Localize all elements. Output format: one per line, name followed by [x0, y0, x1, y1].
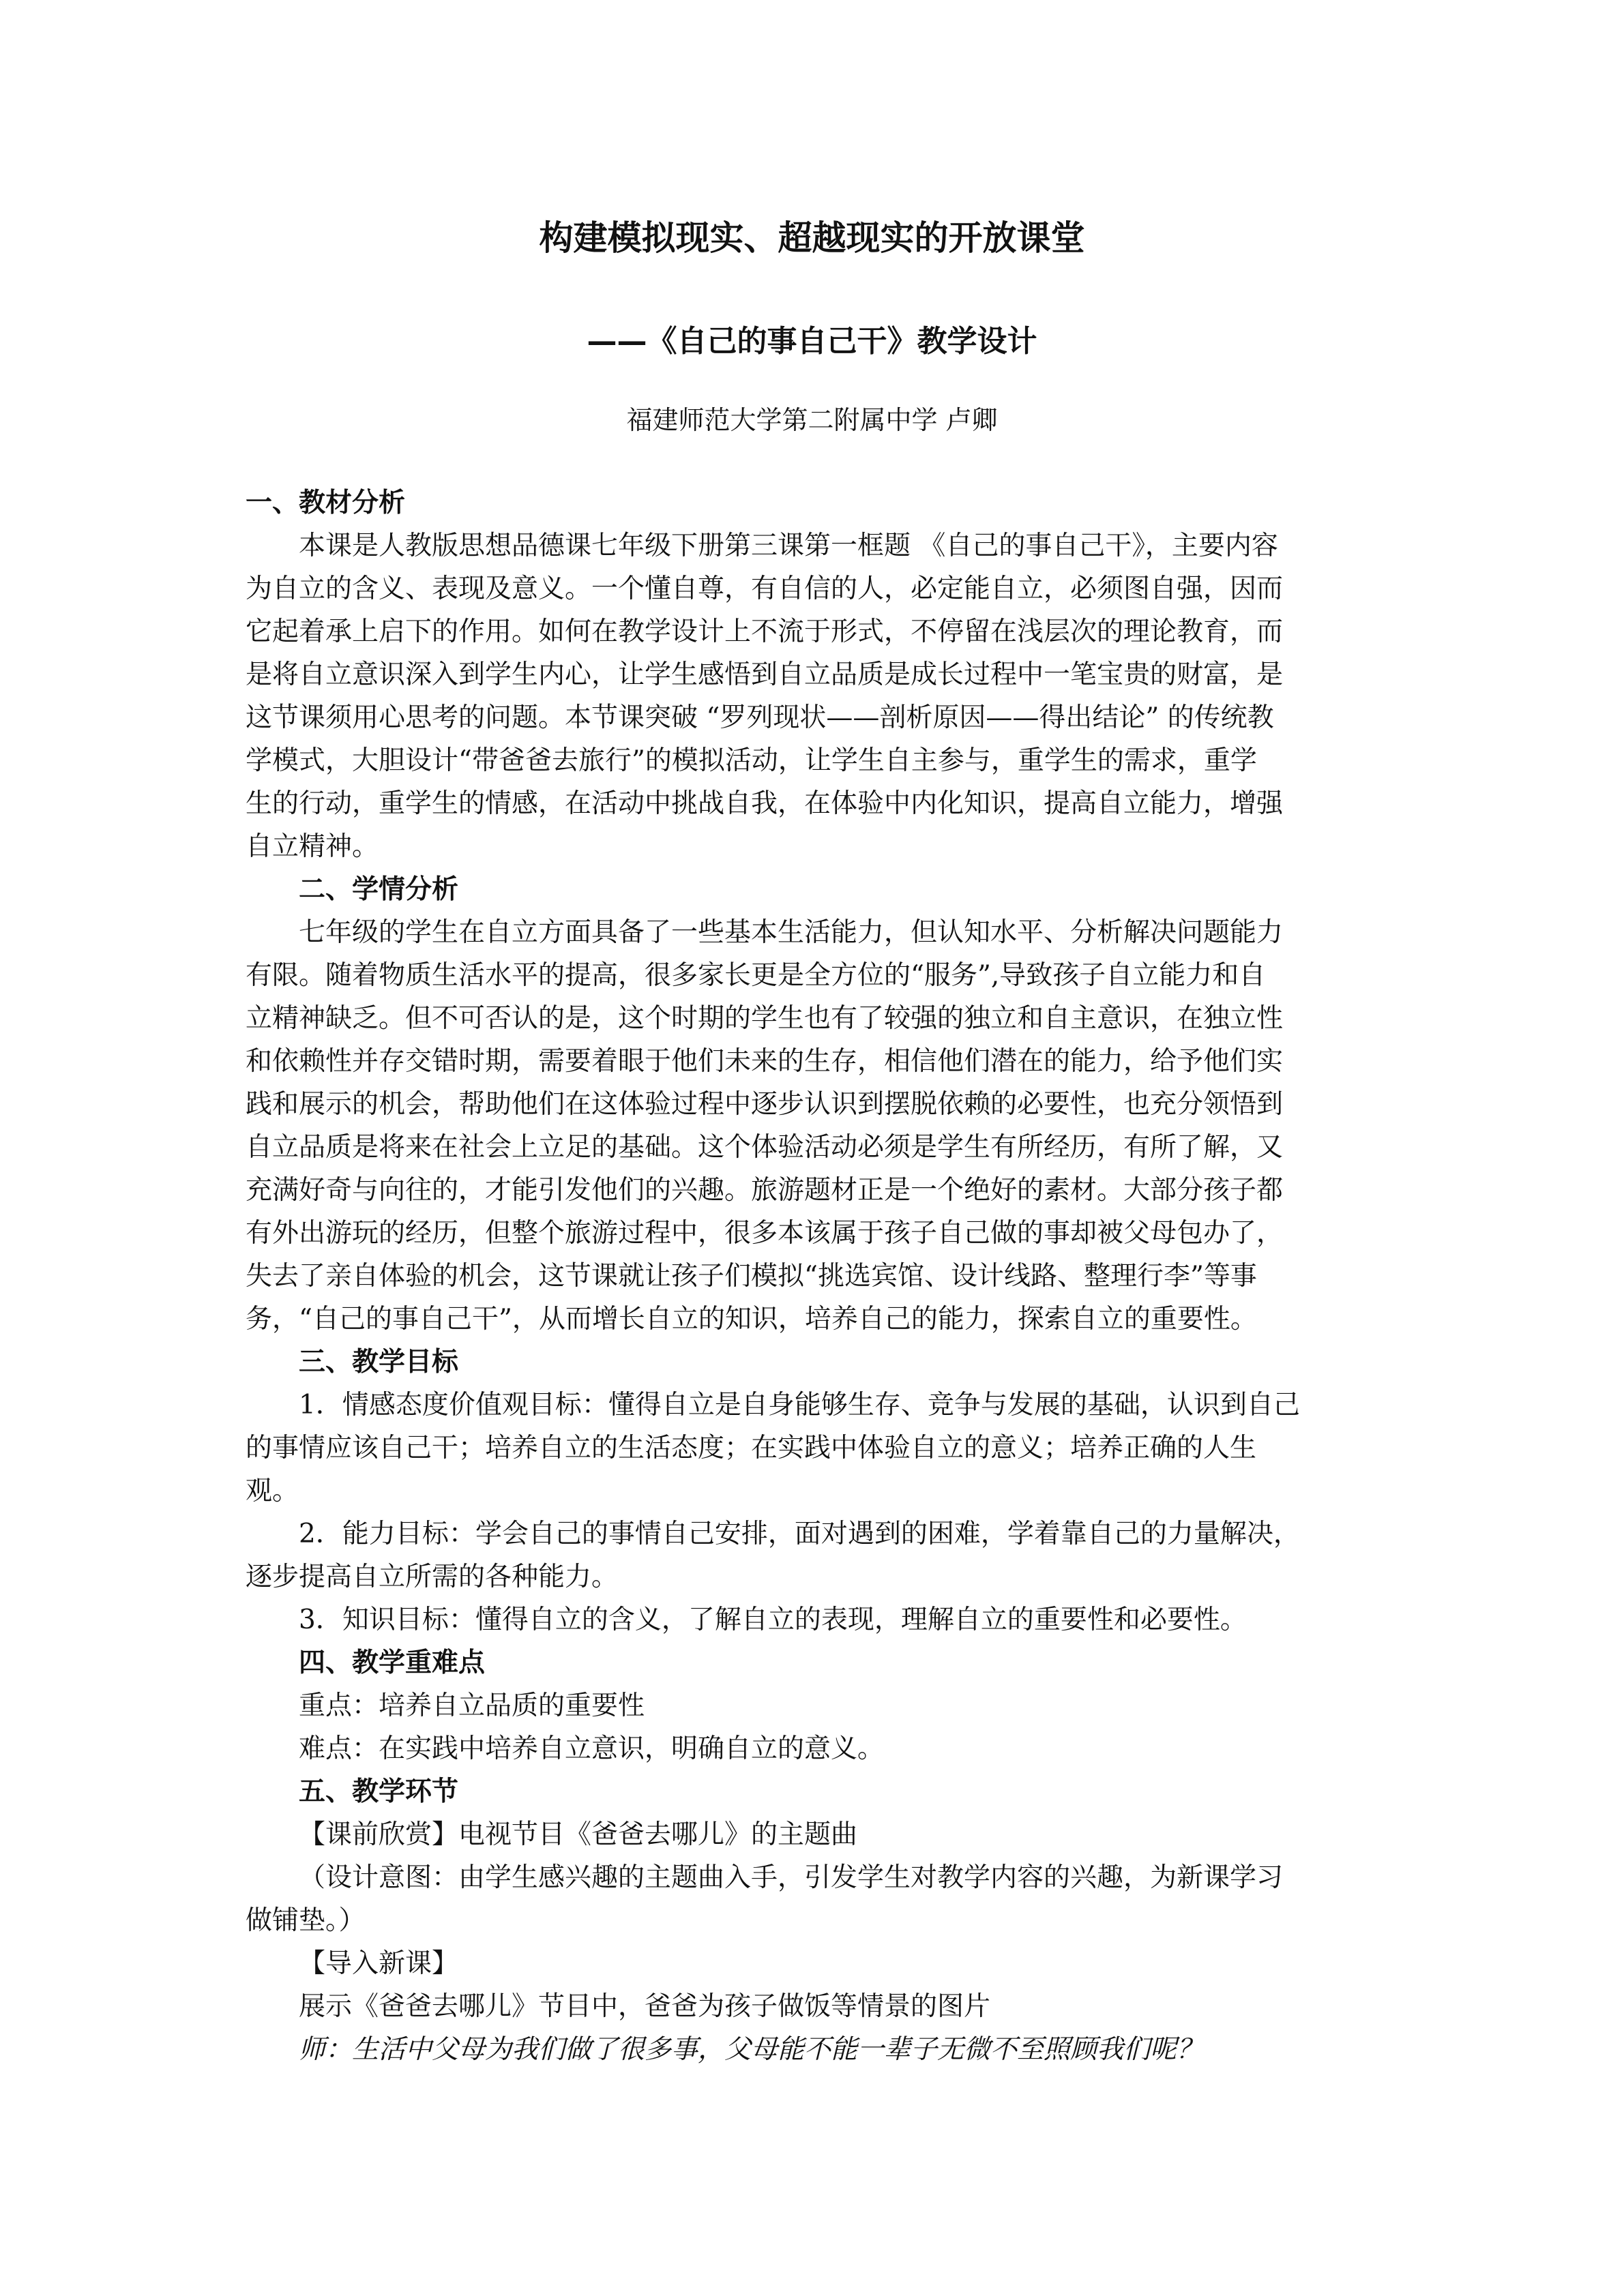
document-body — [246, 481, 1378, 2071]
section-heading-1: 一、教材分析 — [246, 488, 406, 518]
paragraph-line: 失去了亲自体验的机会，这节课就让孩子们模拟“挑选宾馆、设计线路、整理行李”等事 — [246, 1261, 1257, 1292]
paragraph-line: 七年级的学生在自立方面具备了一些基本生活能力，但认知水平、分析解决问题能力 — [299, 917, 1284, 948]
paragraph-line: 难点：在实践中培养自立意识，明确自立的意义。 — [299, 1733, 885, 1764]
paragraph-line: （设计意图：由学生感兴趣的主题曲入手，引发学生对教学内容的兴趣，为新课学习 — [299, 1862, 1284, 1893]
paragraph-line: 它起着承上启下的作用。如何在教学设计上不流于形式，不停留在浅层次的理论教育，而 — [246, 616, 1284, 647]
section-heading-4: 四、教学重难点 — [299, 1648, 486, 1678]
author-line: 福建师范大学第二附属中学 卢卿 — [626, 405, 998, 435]
paragraph-line: 1．情感态度价值观目标：懂得自立是自身能够生存、竞争与发展的基础，认识到自己 — [299, 1390, 1300, 1420]
section-heading-3: 三、教学目标 — [299, 1347, 459, 1377]
section-heading-2: 二、学情分析 — [299, 874, 459, 905]
paragraph-line: 生的行动，重学生的情感，在活动中挑战自我，在体验中内化知识，提高自立能力，增强 — [246, 788, 1284, 819]
paragraph-line: 做铺垫。） — [246, 1905, 366, 1936]
paragraph-line: 展示《爸爸去哪儿》节目中，爸爸为孩子做饭等情景的图片 — [299, 1991, 991, 2022]
paragraph-line: 立精神缺乏。但不可否认的是，这个时期的学生也有了较强的独立和自主意识，在独立性 — [246, 1003, 1284, 1034]
paragraph-line: 师：生活中父母为我们做了很多事，父母能不能一辈子无微不至照顾我们呢？ — [299, 2034, 1204, 2065]
paragraph-line: 是将自立意识深入到学生内心，让学生感悟到自立品质是成长过程中一笔宝贵的财富，是 — [246, 659, 1284, 690]
paragraph-line: 这节课须用心思考的问题。本节课突破 “罗列现状——剖析原因——得出结论” 的传统教 — [246, 702, 1274, 733]
paragraph-line: 重点：培养自立品质的重要性 — [299, 1690, 645, 1721]
paragraph-line: 本课是人教版思想品德课七年级下册第三课第一框题 《自己的事自己干》，主要内容 — [299, 531, 1278, 561]
document-title: 构建模拟现实、超越现实的开放课堂 — [539, 218, 1085, 258]
paragraph-line: 【导入新课】 — [299, 1948, 459, 1979]
document-subtitle: ——《自己的事自己干》教学设计 — [587, 324, 1037, 359]
paragraph-line: 充满好奇与向往的，才能引发他们的兴趣。旅游题材正是一个绝好的素材。大部分孩子都 — [246, 1175, 1284, 1206]
section-heading-5: 五、教学环节 — [299, 1776, 459, 1807]
paragraph-line: 2．能力目标：学会自己的事情自己安排，面对遇到的困难，学着靠自己的力量解决， — [299, 1519, 1300, 1549]
paragraph-line: 观。 — [246, 1476, 299, 1506]
paragraph-line: 践和展示的机会，帮助他们在这体验过程中逐步认识到摆脱依赖的必要性，也充分领悟到 — [246, 1089, 1284, 1120]
paragraph-line: 务，“自己的事自己干”，从而增长自立的知识，培养自己的能力，探索自立的重要性。 — [246, 1304, 1257, 1335]
paragraph-line: 自立精神。 — [246, 831, 379, 862]
paragraph-line: 【课前欣赏】电视节目《爸爸去哪儿》的主题曲 — [299, 1819, 858, 1850]
paragraph-line: 3．知识目标：懂得自立的含义，了解自立的表现，理解自立的重要性和必要性。 — [299, 1605, 1247, 1635]
paragraph-line: 逐步提高自立所需的各种能力。 — [246, 1562, 619, 1592]
paragraph-line: 有限。随着物质生活水平的提高，很多家长更是全方位的“服务”,导致孩子自立能力和自 — [246, 960, 1266, 991]
paragraph-line: 的事情应该自己干；培养自立的生活态度；在实践中体验自立的意义；培养正确的人生 — [246, 1433, 1257, 1463]
paragraph-line: 学模式，大胆设计“带爸爸去旅行”的模拟活动，让学生自主参与，重学生的需求，重学 — [246, 745, 1257, 776]
paragraph-line: 为自立的含义、表现及意义。一个懂自尊，有自信的人，必定能自立，必须图自强，因而 — [246, 573, 1284, 604]
paragraph-line: 自立品质是将来在社会上立足的基础。这个体验活动必须是学生有所经历，有所了解，又 — [246, 1132, 1284, 1163]
paragraph-line: 有外出游玩的经历，但整个旅游过程中，很多本该属于孩子自己做的事却被父母包办了， — [246, 1218, 1284, 1249]
paragraph-line: 和依赖性并存交错时期，需要着眼于他们未来的生存，相信他们潜在的能力，给予他们实 — [246, 1046, 1284, 1077]
